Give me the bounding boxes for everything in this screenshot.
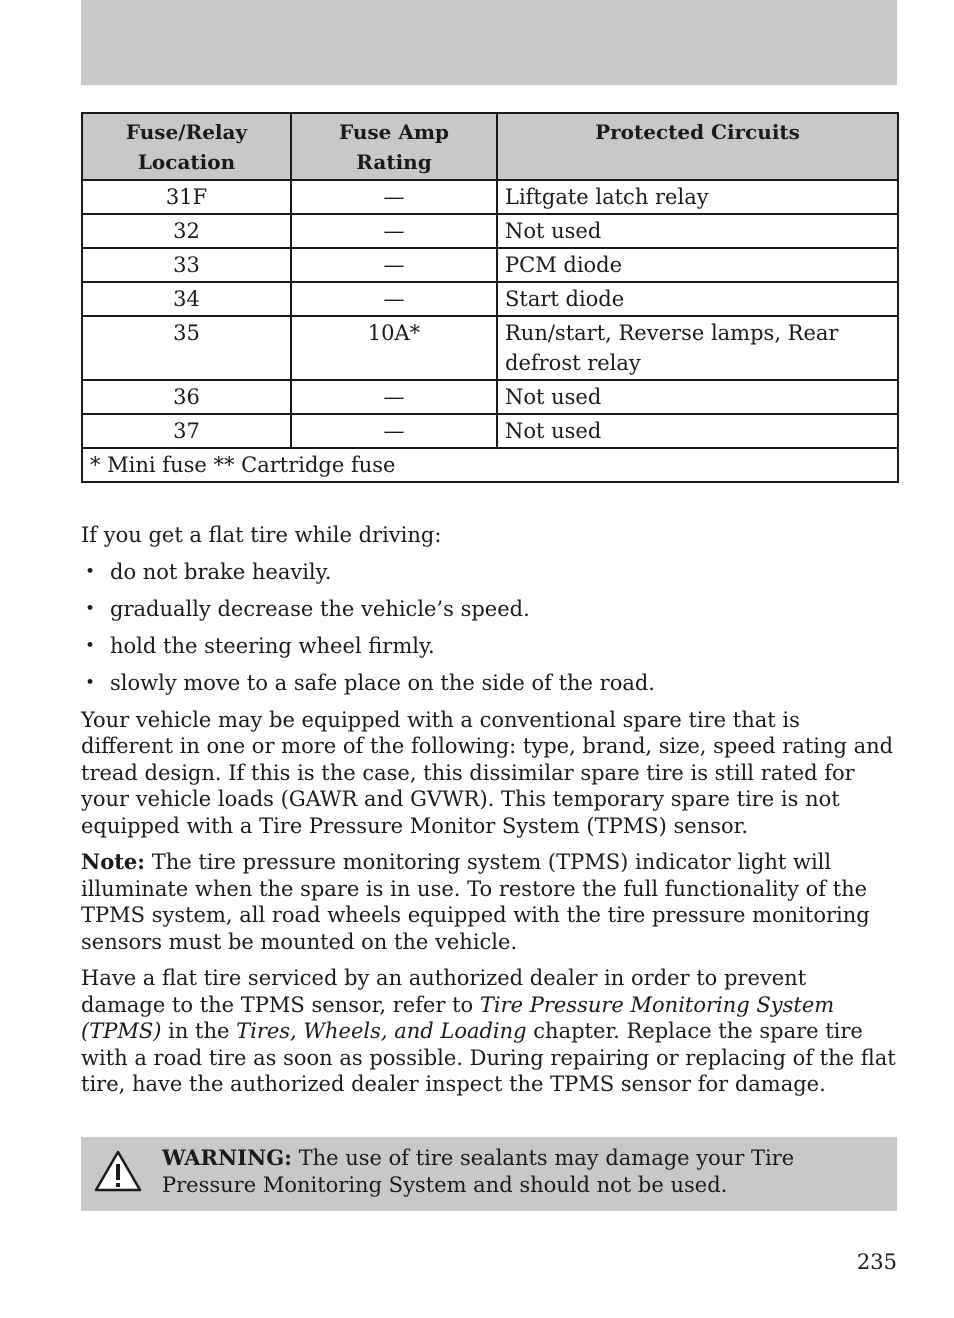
fuse-table <box>81 112 899 483</box>
warning-text <box>162 1145 882 1198</box>
list-item <box>81 633 897 660</box>
table-row <box>82 214 898 248</box>
table-row <box>82 316 898 380</box>
table-footnote-row <box>82 448 898 482</box>
column-header-circuits: Protected Circuits <box>497 113 898 180</box>
warning-triangle-icon <box>93 1149 143 1193</box>
table-row <box>82 180 898 214</box>
protected-circuit: Not used <box>497 414 898 448</box>
body-text <box>81 522 897 1108</box>
fuse-location: 31F <box>82 180 291 214</box>
protected-circuit: Not used <box>497 380 898 414</box>
note-label: Note: <box>81 849 146 874</box>
table-row <box>82 380 898 414</box>
fuse-location: 37 <box>82 414 291 448</box>
bullet-glyph: • <box>85 635 96 656</box>
bullet-glyph: • <box>85 561 96 582</box>
page-number: 235 <box>856 1250 897 1274</box>
protected-circuit: Liftgate latch relay <box>497 180 898 214</box>
warning-label: WARNING: <box>162 1145 292 1170</box>
fuse-rating: 10A* <box>291 316 497 380</box>
protected-circuit: Run/start, Reverse lamps, Rear defrost relay <box>497 316 898 380</box>
fuse-location: 32 <box>82 214 291 248</box>
fuse-rating: — <box>291 282 497 316</box>
list-item <box>81 596 897 623</box>
bullet-glyph: • <box>85 672 96 693</box>
fuse-rating: — <box>291 414 497 448</box>
fuse-location: 36 <box>82 380 291 414</box>
fuse-location: 34 <box>82 282 291 316</box>
table-row <box>82 414 898 448</box>
table-row <box>82 248 898 282</box>
list-item-text: slowly move to a safe place on the side of the road. <box>110 670 655 695</box>
service-text-b: in the <box>161 1019 237 1043</box>
tpms-reference: Tire Pressure Monitoring System (TPMS) <box>81 992 835 1043</box>
list-item <box>81 559 897 586</box>
fuse-rating: — <box>291 180 497 214</box>
protected-circuit: PCM diode <box>497 248 898 282</box>
table-row <box>82 282 898 316</box>
fuse-rating: — <box>291 380 497 414</box>
fuse-location: 35 <box>82 316 291 380</box>
flat-tire-steps <box>81 559 897 697</box>
header-band <box>81 0 897 85</box>
list-item-text: gradually decrease the vehicle’s speed. <box>110 596 530 621</box>
fuse-rating: — <box>291 248 497 282</box>
service-text-c: chapter. Replace the spare tire with a road tire as soon as possible. During repairing or replacing of the flat tire, have the authorized dealer inspect the TPMS sensor for damage. <box>81 1019 896 1096</box>
table-footnote: * Mini fuse ** Cartridge fuse <box>82 448 898 482</box>
warning-box <box>81 1137 897 1211</box>
list-item <box>81 670 897 697</box>
list-item-text: do not brake heavily. <box>110 559 332 584</box>
chapter-reference: Tires, Wheels, and Loading <box>236 1019 527 1043</box>
spare-tire-paragraph: Your vehicle may be equipped with a conventional spare tire that is different in one or more of the following: type, brand, size, speed rating and tread design. If this is the case, this dissimilar spare tire is still rated for your vehicle loads (GAWR and GVWR). This temporary spare tire is not equipped with a Tire Pressure Monitor System (TPMS) sensor. <box>81 707 894 838</box>
protected-circuit: Not used <box>497 214 898 248</box>
list-item-text: hold the steering wheel firmly. <box>110 633 435 658</box>
column-header-rating: Fuse Amp Rating <box>291 113 497 180</box>
column-header-location: Fuse/Relay Location <box>82 113 291 180</box>
note-text: The tire pressure monitoring system (TPMS) indicator light will illuminate when the spare is in use. To restore the full functionality of the TPMS system, all road wheels equipped with the tire pressure monitoring sensors must be mounted on the vehicle. <box>81 850 870 954</box>
intro-text: If you get a flat tire while driving: <box>81 523 442 547</box>
protected-circuit: Start diode <box>497 282 898 316</box>
fuse-rating: — <box>291 214 497 248</box>
service-text-a: Have a flat tire serviced by an authorized dealer in order to prevent damage to the TPMS sensor, refer to <box>81 966 807 1017</box>
bullet-glyph: • <box>85 598 96 619</box>
table-header-row <box>82 113 898 180</box>
service-paragraph <box>81 965 897 1098</box>
fuse-location: 33 <box>82 248 291 282</box>
note-paragraph <box>81 849 897 955</box>
warning-message: The use of tire sealants may damage your Tire Pressure Monitoring System and should not be used. <box>162 1146 795 1197</box>
